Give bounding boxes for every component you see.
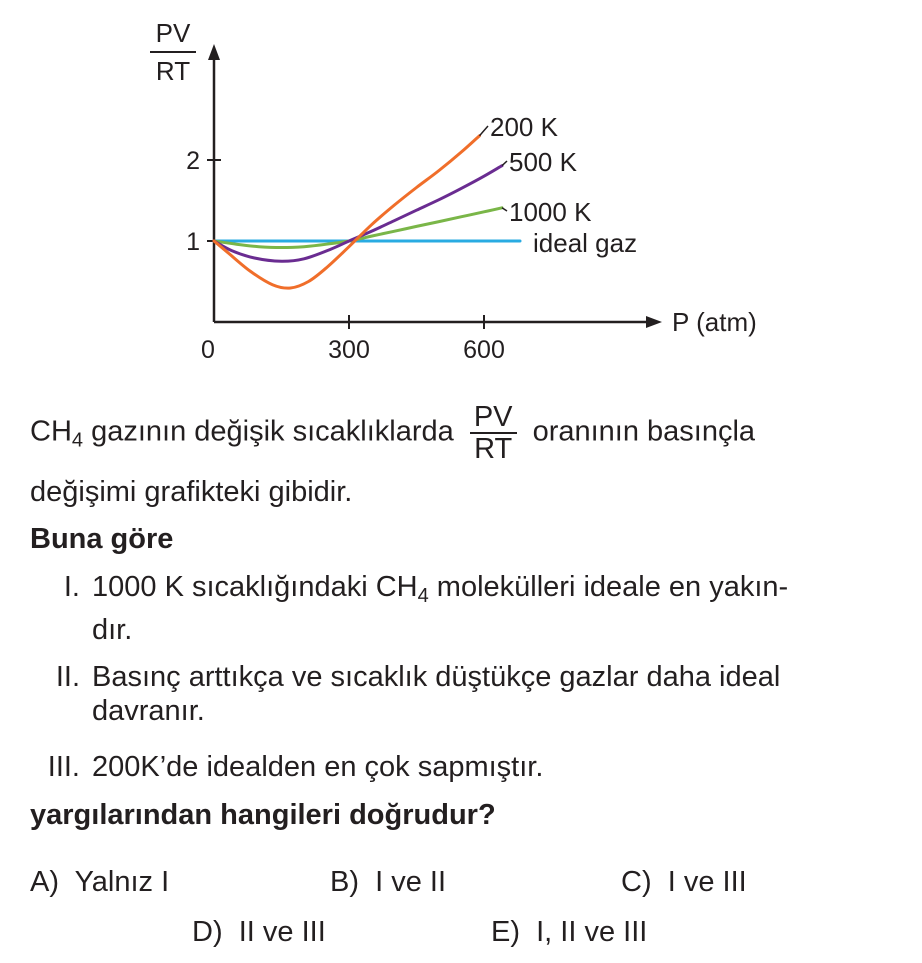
option-e-text: I, II ve III: [536, 916, 648, 948]
option-c-text: I ve III: [667, 866, 747, 898]
intro-frac-num: PV: [470, 402, 517, 434]
x-axis-label: P (atm): [672, 307, 757, 337]
intro-sub: 4: [71, 429, 84, 452]
option-d[interactable]: [192, 916, 326, 949]
intro-middle: gazının değişik sıcaklıklarda: [83, 415, 454, 448]
intro-after: oranının basınçla: [532, 415, 756, 448]
option-e[interactable]: [491, 916, 647, 949]
statement-3-text: [92, 750, 882, 784]
option-c-letter: C): [621, 866, 652, 898]
y-tick-label-1: 1: [186, 228, 200, 256]
x-tick-label-600: 600: [463, 336, 505, 364]
option-e-letter: E): [491, 916, 520, 948]
statement-3-number: III.: [47, 751, 80, 783]
option-a[interactable]: [30, 866, 169, 899]
statement-1-text: [92, 570, 882, 647]
option-b-letter: B): [330, 866, 359, 898]
y-axis-label: [150, 18, 196, 86]
y-axis-arrow: [208, 44, 220, 60]
statement-1-b: molekülleri ideale en yakın-: [428, 571, 789, 603]
statement-2-line2: davranır.: [92, 695, 205, 727]
pv-rt-chart: [0, 0, 922, 380]
question-lead: Buna göre: [30, 523, 174, 555]
series-line-200-k: [214, 136, 480, 288]
leader-200-k: [480, 126, 489, 136]
y-label-den: RT: [155, 56, 191, 86]
option-a-letter: A): [30, 866, 59, 898]
option-c[interactable]: [621, 866, 747, 899]
intro-fraction: [470, 402, 517, 464]
series-label-1000-k: 1000 K: [509, 197, 592, 227]
option-d-letter: D): [192, 916, 223, 948]
x-tick-label-300: 300: [328, 336, 370, 364]
x-axis-arrow: [646, 316, 662, 328]
series-labels: [480, 112, 638, 258]
option-d-text: II ve III: [238, 916, 326, 948]
leader-1000-k: [502, 208, 507, 211]
intro-ch: CH: [30, 415, 72, 448]
leader-500-k: [502, 161, 507, 166]
series-lines: [214, 136, 520, 288]
option-b-text: I ve II: [375, 866, 447, 898]
statement-1-sub: 4: [417, 585, 429, 607]
y-tick-label-2: 2: [186, 147, 200, 175]
y-label-num: PV: [155, 18, 191, 48]
statement-1-a: 1000 K sıcaklığındaki CH: [92, 571, 418, 603]
ticks: [186, 147, 505, 364]
statement-3-line1: 200K’de idealden en çok sapmıştır.: [92, 751, 544, 783]
statement-2-line1: Basınç arttıkça ve sıcaklık düştükçe gazlar daha ideal: [92, 661, 781, 693]
series-label-200-k: 200 K: [490, 112, 558, 142]
x-tick-label-0: 0: [201, 336, 215, 364]
statement-1-number: I.: [63, 571, 80, 603]
series-label-ideal-gaz: ideal gaz: [533, 228, 638, 258]
option-a-text: Yalnız I: [74, 866, 170, 898]
series-label-500-k: 500 K: [509, 147, 577, 177]
statement-2-text: [92, 660, 882, 728]
option-b[interactable]: [330, 866, 446, 899]
intro-frac-den: RT: [474, 433, 513, 465]
statement-1-line2: dır.: [92, 614, 133, 646]
question-closing: yargılarından hangileri doğrudur?: [30, 799, 496, 831]
statement-2-number: II.: [55, 661, 80, 693]
question-intro-line2: değişimi grafikteki gibidir.: [30, 476, 353, 508]
question-intro: [30, 402, 755, 464]
